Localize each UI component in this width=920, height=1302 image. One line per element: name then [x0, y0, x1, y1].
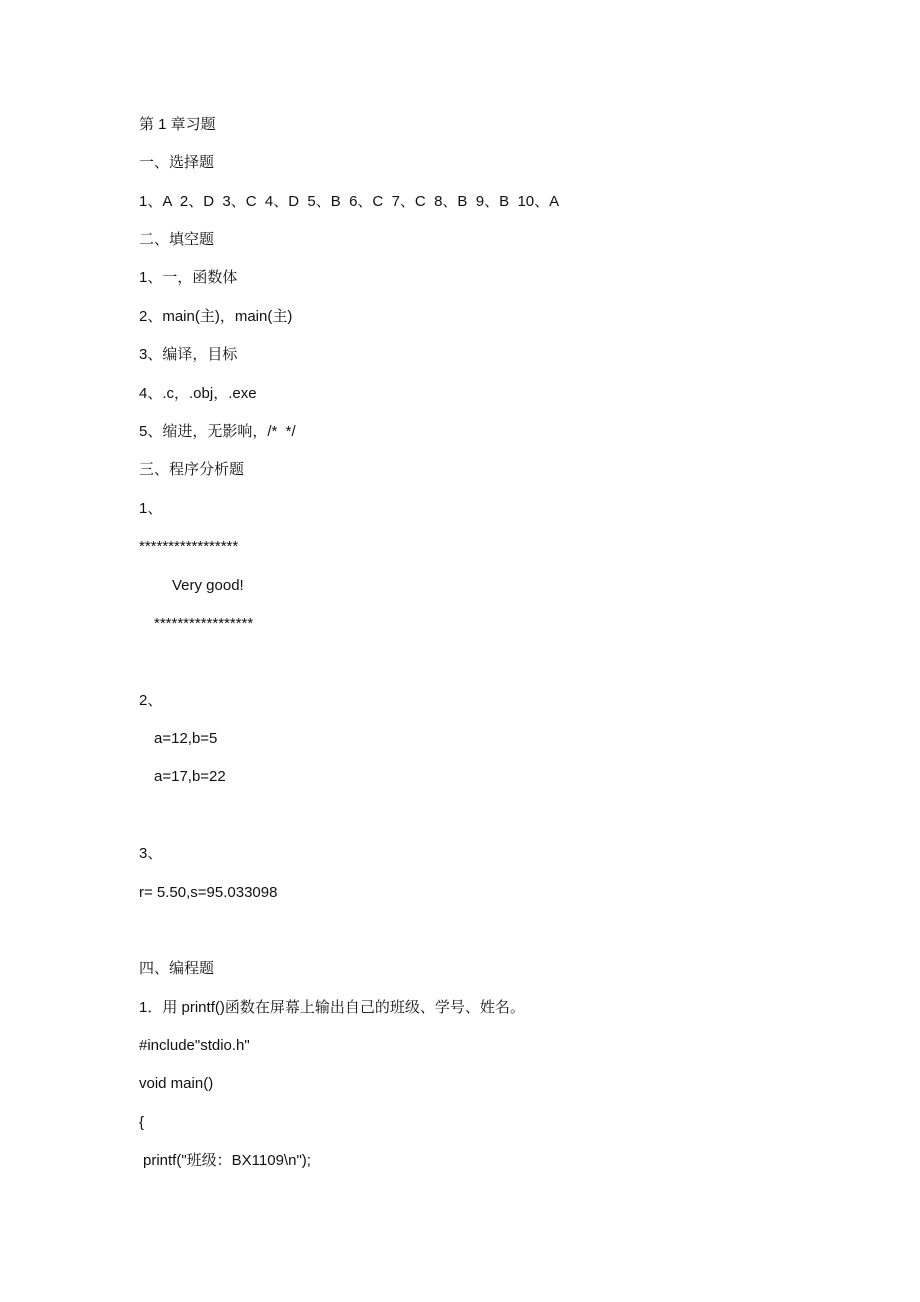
- section-heading-fill-in: 二、填空题: [139, 231, 215, 248]
- code-line-main: void main(): [139, 1075, 214, 1092]
- analysis-item-2-label: 2、: [139, 692, 163, 709]
- fill-in-answer-3: 3、编译，目标: [139, 346, 238, 363]
- fill-in-answer-4: 4、.c，.obj，.exe: [139, 385, 257, 402]
- analysis-item-1-label: 1、: [139, 500, 163, 517]
- analysis-item-3-label: 3、: [139, 845, 163, 862]
- section-heading-programming: 四、编程题: [139, 960, 215, 977]
- fill-in-answer-5: 5、缩进，无影响，/* */: [139, 423, 296, 440]
- analysis-output-line-1: a=12,b=5: [154, 730, 218, 747]
- code-line-include: #include"stdio.h": [139, 1037, 250, 1054]
- programming-task-1: 1．用 printf()函数在屏幕上输出自己的班级、学号、姓名。: [139, 999, 525, 1016]
- fill-in-answer-1: 1、一，函数体: [139, 269, 238, 286]
- section-heading-program-analysis: 三、程序分析题: [139, 461, 245, 478]
- chapter-title: 第 1 章习题: [139, 116, 216, 133]
- analysis-output-line-2: a=17,b=22: [154, 768, 226, 785]
- code-line-open-brace: {: [139, 1114, 145, 1131]
- analysis-output-line-3: r= 5.50,s=95.033098: [139, 884, 278, 901]
- analysis-output-stars-bottom: *****************: [154, 615, 254, 632]
- section-heading-multiple-choice: 一、选择题: [139, 154, 215, 171]
- analysis-output-stars-top: *****************: [139, 538, 239, 555]
- multiple-choice-answers: 1、A 2、D 3、C 4、D 5、B 6、C 7、C 8、B 9、B 10、A: [139, 193, 560, 210]
- analysis-output-very-good: Very good!: [172, 577, 244, 594]
- fill-in-answer-2: 2、main(主)，main(主): [139, 308, 293, 325]
- code-line-printf: printf("班级：BX1109\n");: [143, 1152, 311, 1169]
